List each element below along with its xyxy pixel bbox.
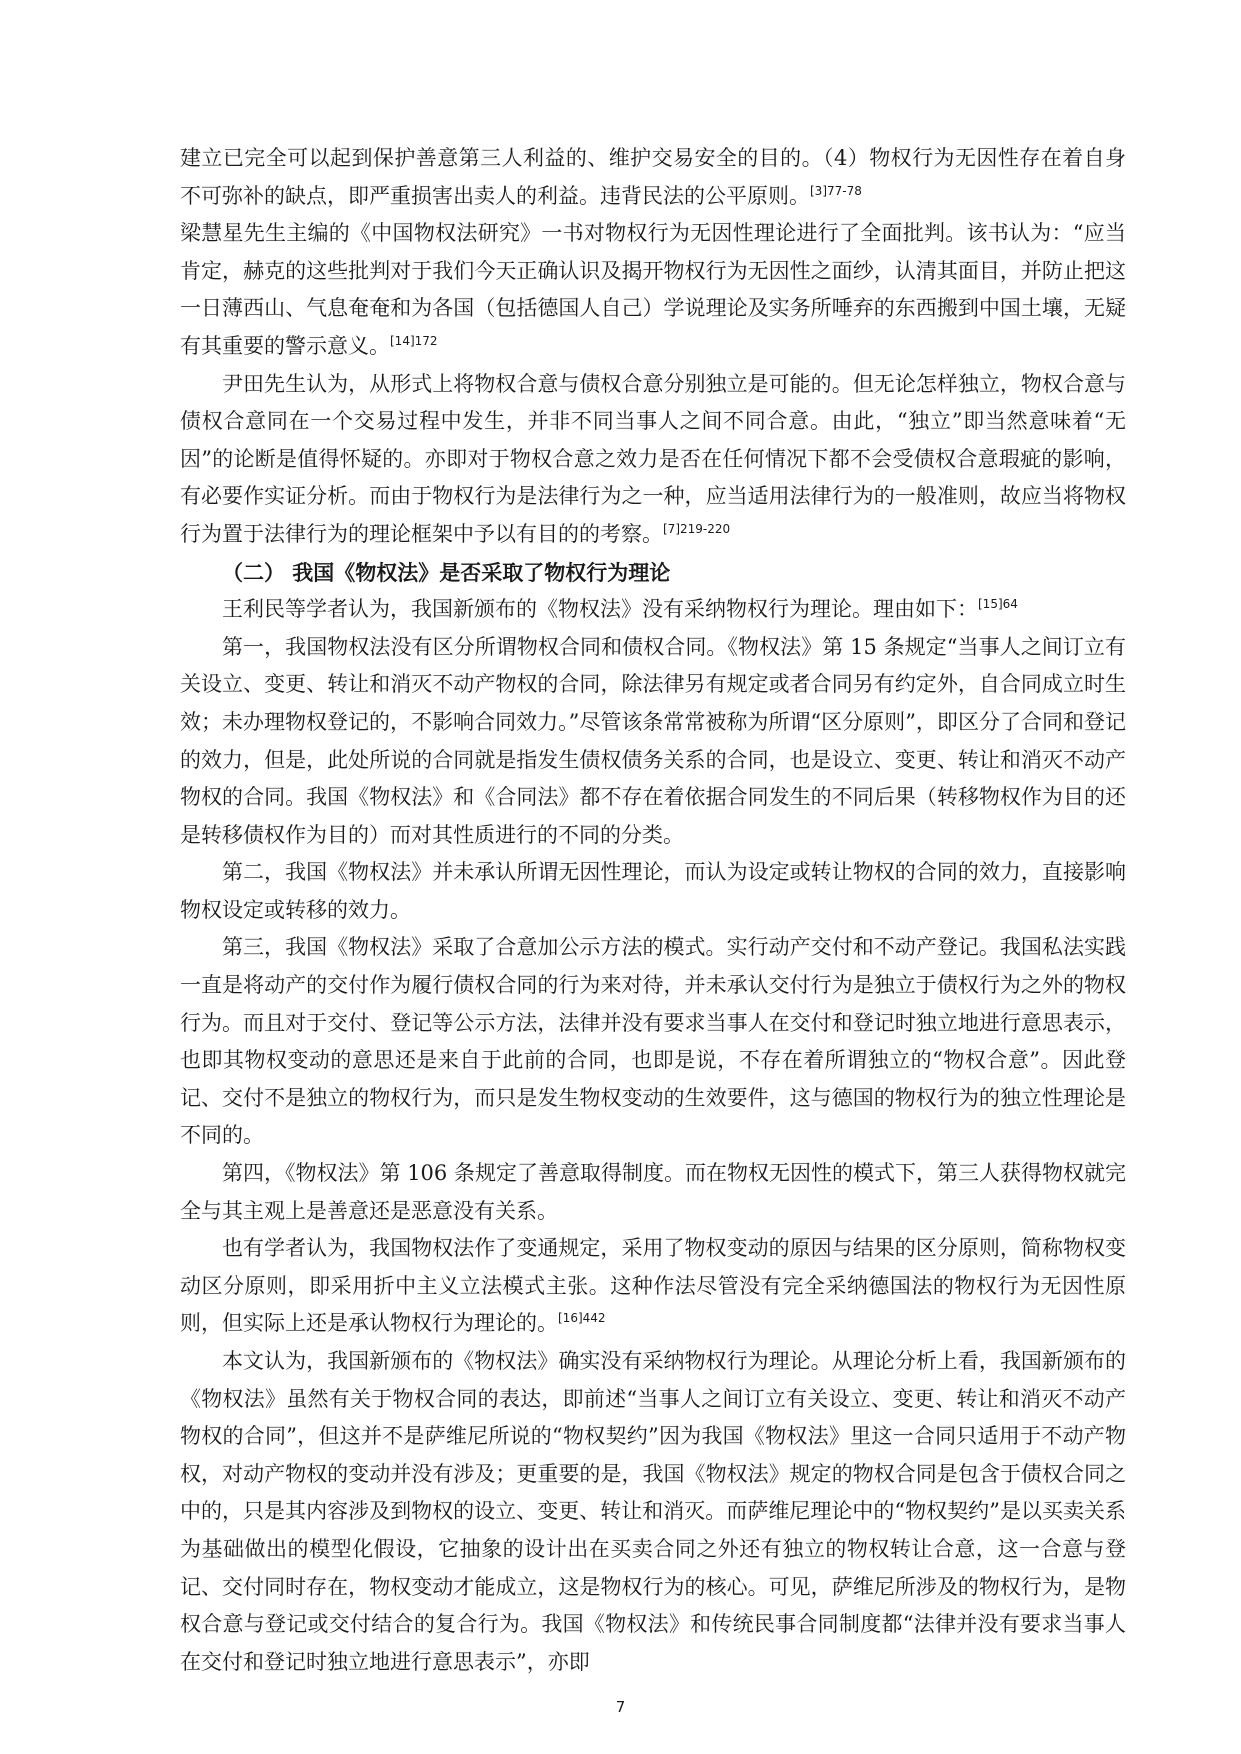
citation: [15]64 <box>978 597 1018 612</box>
paragraph-9: 也有学者认为，我国物权法作了变通规定，采用了物权变动的原因与结果的区分原则，简称物权变动区分原则，即采用折中主义立法模式主张。这种作法尽管没有完全采纳德国法的物权行为无因性原则，但实际上还是承认物权行为理论的。$^{[16]442}$ <box>180 1236 1126 1336</box>
paragraph-4: 王利民等学者认为，我国新颁布的《物权法》没有采纳物权行为理论。理由如下：$^{[15]64}$ <box>222 597 1018 622</box>
page-number: 7 <box>615 1698 626 1716</box>
citation: [7]219-220 <box>663 521 731 536</box>
section-heading: （二） 我国《物权法》是否采取了物权行为理论 <box>222 559 671 585</box>
citation: [3]77-78 <box>810 183 862 198</box>
paragraph-10: 本文认为，我国新颁布的《物权法》确实没有采纳物权行为理论。从理论分析上看，我国新颁布的《物权法》虽然有关于物权合同的表达，即前述“当事人之间订立有关设立、变更、转让和消灭不动产物权的合同”，但这并不是萨维尼所说的“物权契约”因为我国《物权法》里这一合同只适用于不动产物权，对动产物权的变动并没有涉及；更重要的是，我国《物权法》规定的物权合同是包含于债权合同之中的，只是其内容涉及到物权的设立、变更、转让和消灭。而萨维尼理论中的“物权契约”是以买卖关系为基础做出的模型化假设，它抽象的设计出在买卖合同之外还有独立的物权转让合意，这一合意与登记、交付同时存在，物权变动才能成立，这是物权行为的核心。可见，萨维尼所涉及的物权行为，是物权合意与登记或交付结合的复合行为。我国《物权法》和传统民事合同制度都“法律并没有要求当事人在交付和登记时独立地进行意思表示”，亦即 <box>180 1349 1126 1674</box>
paragraph-2: 梁慧星先生主编的《中国物权法研究》一书对物权行为无因性理论进行了全面批判。该书认为：“应当肯定，赫克的这些批判对于我们今天正确认识及揭开物权行为无因性之面纱，认清其面目，并防止把这一日薄西山、气息奄奄和为各国（包括德国人自己）学说理论及实务所唾弃的东西搬到中国土壤，无疑有其重要的警示意义。$^{[14]172}$ <box>180 221 1126 358</box>
paragraph-8: 第四，《物权法》第 106 条规定了善意取得制度。而在物权无因性的模式下，第三人获得物权就完全与其主观上是善意还是恶意没有关系。 <box>180 1161 1126 1223</box>
citation: [14]172 <box>390 333 438 348</box>
paragraph-1: 建立已完全可以起到保护善意第三人利益的、维护交易安全的目的。（4）物权行为无因性存在着自身不可弥补的缺点，即严重损害出卖人的利益。违背民法的公平原则。$^{[3]77-78}$ <box>180 146 1126 208</box>
paragraph-6: 第二，我国《物权法》并未承认所谓无因性理论，而认为设定或转让物权的合同的效力，直接影响物权设定或转移的效力。 <box>180 860 1126 922</box>
body-text <box>180 140 1126 1681</box>
paragraph-7: 第三，我国《物权法》采取了合意加公示方法的模式。实行动产交付和不动产登记。我国私法实践一直是将动产的交付作为履行债权合同的行为来对待，并未承认交付行为是独立于债权行为之外的物权行为。而且对于交付、登记等公示方法，法律并没有要求当事人在交付和登记时独立地进行意思表示，也即其物权变动的意思还是来自于此前的合同，也即是说，不存在着所谓独立的“物权合意”。因此登记、交付不是独立的物权行为，而只是发生物权变动的生效要件，这与德国的物权行为的独立性理论是不同的。 <box>180 935 1126 1148</box>
paragraph-3: 尹田先生认为，从形式上将物权合意与债权合意分别独立是可能的。但无论怎样独立，物权合意与债权合意同在一个交易过程中发生，并非不同当事人之间不同合意。由此，“独立”即当然意味着“无因”的论断是值得怀疑的。亦即对于物权合意之效力是否在任何情况下都不会受债权合意瑕疵的影响，有必要作实证分析。而由于物权行为是法律行为之一种，应当适用法律行为的一般准则，故应当将物权行为置于法律行为的理论框架中予以有目的的考察。$^{[7]219-220}$ <box>180 371 1126 546</box>
citation: [16]442 <box>558 1311 606 1326</box>
paragraph-5: 第一，我国物权法没有区分所谓物权合同和债权合同。《物权法》第 15 条规定“当事人之间订立有关设立、变更、转让和消灭不动产物权的合同，除法律另有规定或者合同另有约定外，自合同成立时生效；未办理物权登记的，不影响合同效力。”尽管该条常常被称为所谓“区分原则”，即区分了合同和登记的效力，但是，此处所说的合同就是指发生债权债务关系的合同，也是设立、变更、转让和消灭不动产物权的合同。我国《物权法》和《合同法》都不存在着依据合同发生的不同后果（转移物权作为目的还是转移债权作为目的）而对其性质进行的不同的分类。 <box>180 634 1126 847</box>
